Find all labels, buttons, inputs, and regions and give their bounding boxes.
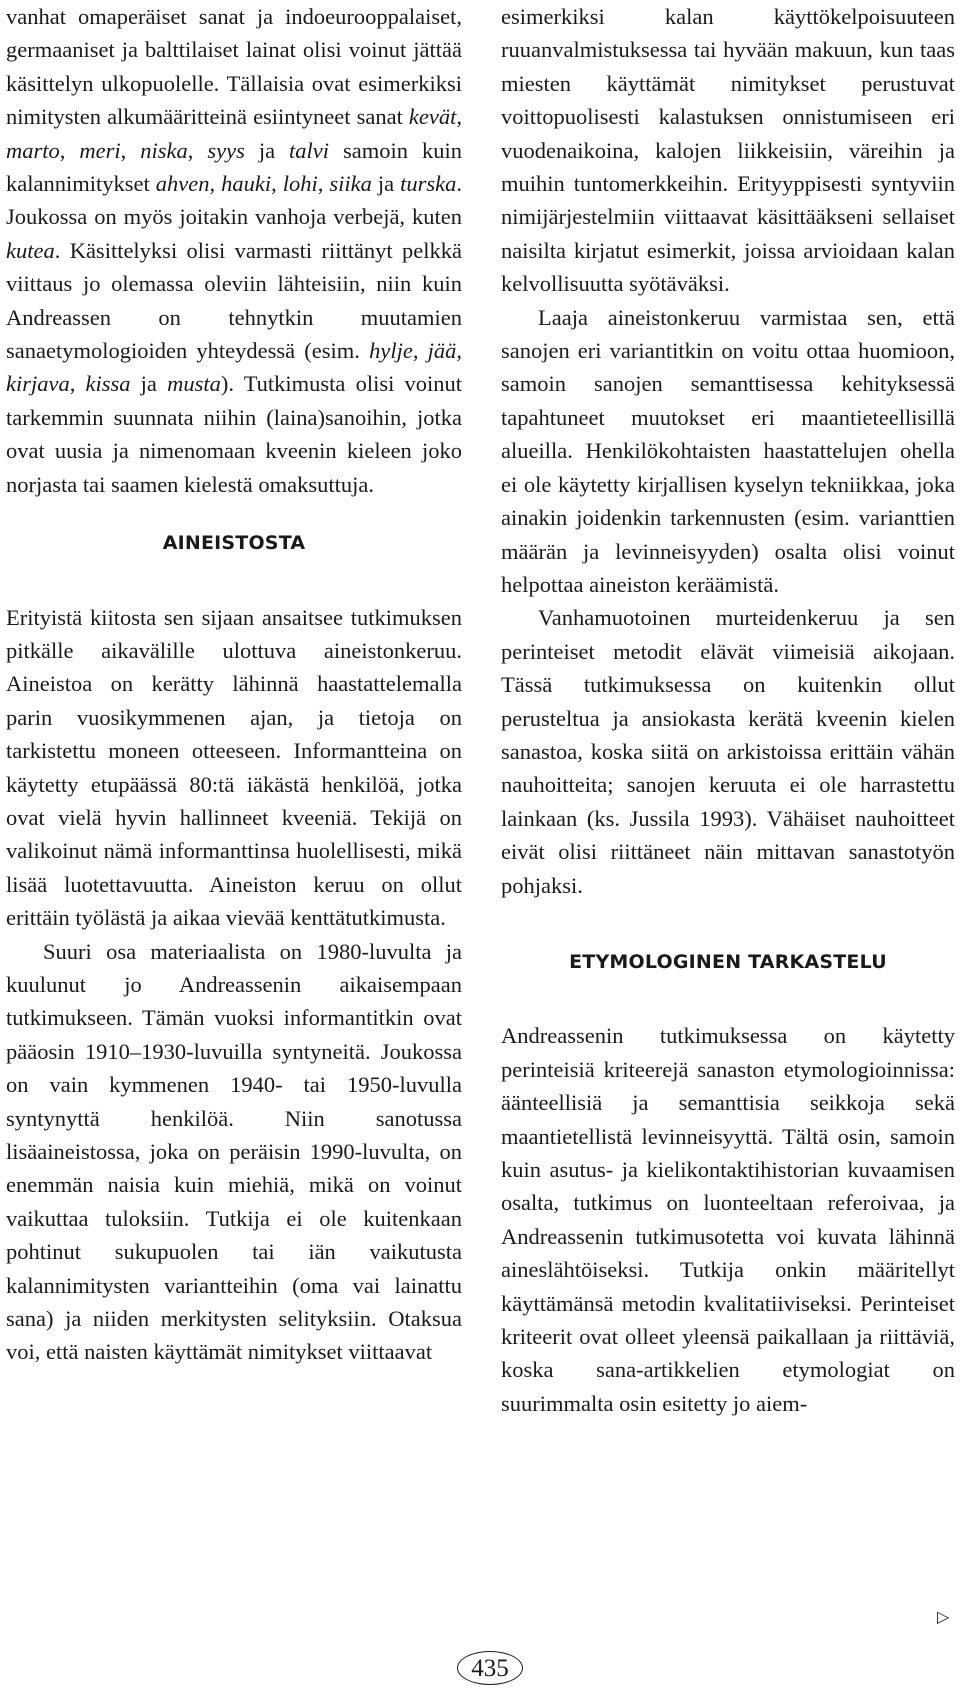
page-number: 435 xyxy=(457,1651,523,1685)
continue-arrow-icon: ▷ xyxy=(937,1607,950,1626)
paragraph: esimerkiksi kalan käyttökelpoisuuteen ruuanvalmistuksessa tai hyvään makuun, kun taas miesten käyttämät nimitykset perustuvat voittopuolisesti kalastuksen onnistumiseen eri vuodenaikoina, kalojen liikkeisiin, väreihin ja muihin tuntomerkkeihin. Erityyppisesti syntyviin nimijärjestelmiin viittaavat käsittääkseni sellaiset naisilta kirjatut esimerkit, joissa arvioidaan kalan kelvollisuutta syötäväksi. xyxy=(501,4,955,297)
paragraph: vanhat omaperäiset sanat ja indoeurooppalaiset, germaaniset ja balttilaiset lainat olisi voinut jättää käsittelyn ulkopuolelle. Tällaisia ovat esimerkiksi nimitysten alkumääritteinä esiintyneet sanat kevät, marto, meri, niska, syys ja talvi samoin kuin kalannimitykset ahven, hauki, lohi, siika ja turska. Joukossa on myös joitakin vanhoja verbejä, kuten kutea. Käsittelyksi olisi varmasti riittänyt pelkkä viittaus jo olemassa oleviin lähteisiin, niin kuin Andreassen on tehnytkin muutamien sanaetymologioiden yhteydessä (esim. hylje, jää, kirjava, kissa ja musta). Tutkimusta olisi voinut tarkemmin suunnata niihin (laina)sanoihin, jotka ovat uusia ja nimenomaan kveenin kieleen joko norjasta tai saamen kielestä omaksuttuja. xyxy=(6,4,463,497)
section-heading-aineistosta: AINEISTOSTA xyxy=(162,532,306,555)
paragraph: Erityistä kiitosta sen sijaan ansaitsee tutkimuksen pitkälle aikavälille ulottuva aineistonkeruu. Aineistoa on kerätty lähinnä haastattelemalla parin vuosikymmenen ajan, ja tietoja on tarkistettu moneen otteeseen. Informantteina on käytetty etupäässä 80:tä iäkästä henkilöä, jotka ovat vielä hyvin hallinneet kveeniä. Tekijä on valikoinut nämä informanttinsa huolellisesti, mikä lisää luotettavuutta. Aineiston keruu on ollut erittäin työlästä ja aikaa vievää kenttätutkimusta. xyxy=(6,604,462,931)
paragraph: Andreassenin tutkimuksessa on käytetty perinteisiä kriteerejä sanaston etymologioinnissa: äänteellisiä ja semanttisia seikkoja sekä maantietellistä levinneisyyttä. Tältä osin, samoin kuin asutus- ja kielikontaktihistorian kuvaamisen osalta, tutkimus on luonteeltaan referoivaa, ja Andreassenin tutkimusotetta voi kuvata lähinnä aineslähtöiseksi. Tutkija onkin määritellyt käyttämänsä metodin kvalitatiiviseksi. Perinteiset kriteerit ovat olleet yleensä paikallaan ja riittäviä, koska sana-artikkelien etymologiat on suurimmalta osin esitetty jo aiem- xyxy=(501,1023,955,1416)
paragraph: Laaja aineistonkeruu varmistaa sen, että sanojen eri variantitkin on voitu ottaa huomioon, samoin sanojen semanttisessa kehityksessä tapahtuneet muutokset eri maantieteellisillä alueilla. Henkilökohtaisten haastattelujen ohella ei ole käytetty kirjallisen kyselyn tekniikkaa, joka ainakin joidenkin tarkennusten (esim. varianttien määrän ja levinneisyyden) osalta olisi voinut helpottaa aineiston keräämistä. xyxy=(501,304,955,597)
section-heading-etymologinen-tarkastelu: ETYMOLOGINEN TARKASTELU xyxy=(569,950,887,973)
right-column xyxy=(501,0,955,1420)
paragraph: Suuri osa materiaalista on 1980-luvulta ja kuulunut jo Andreassenin aikaisempaan tutkimukseen. Tämän vuoksi informantitkin ovat pääosin 1910–1930-luvuilla syntyneitä. Joukossa on vain kymmenen 1940- tai 1950-luvulla syntynyttä henkilöä. Niin sanotussa lisäaineistossa, joka on peräisin 1990-luvulta, on enemmän naisia kuin miehiä, mikä on voinut vaikuttaa tuloksiin. Tutkija ei ole kuitenkaan pohtinut sukupuolen tai iän vaikutusta kalannimitysten variantteihin (oma vai lainattu sana) ja niiden merkitysten selityksiin. Otaksua voi, että naisten käyttämät nimitykset viittaavat xyxy=(6,938,462,1365)
left-column xyxy=(6,0,462,1369)
paragraph: Vanhamuotoinen murteidenkeruu ja sen perinteiset metodit elävät viimeisiä aikojaan. Tässä tutkimuksessa on kuitenkin ollut perusteltua ja ansiokasta kerätä kveenin kielen sanastoa, koska siitä on arkistoissa erittäin vähän nauhoitteita; sanojen keruuta ei ole harrastettu lainkaan (ks. Jussila 1993). Vähäiset nauhoitteet eivät olisi riittäneet näin mittavan sanastotyön pohjaksi. xyxy=(501,605,955,898)
